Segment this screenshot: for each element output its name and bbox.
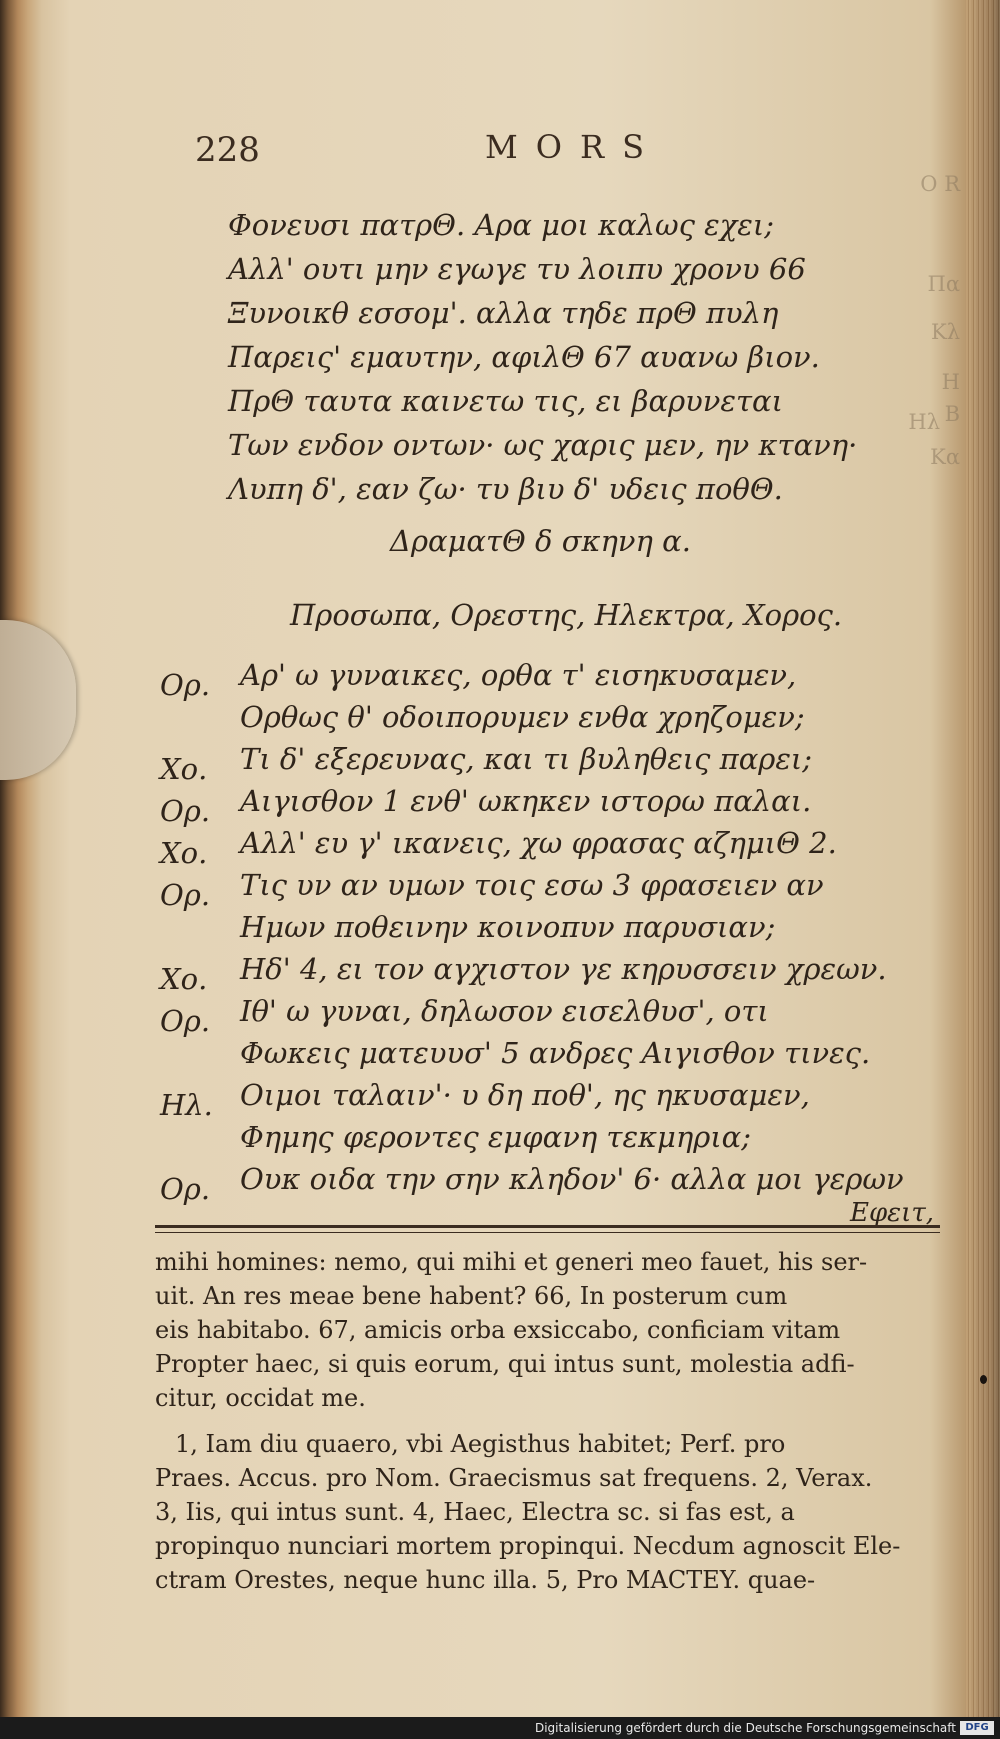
footnote-line: 3, Iis, qui intus sunt. 4, Haec, Electra sc. si fas est, a [155,1498,795,1526]
speaker-label: Ηλ. [160,1088,213,1122]
dialogue-line: Τι δ' εξερευνας, και τι βυληθεις παρει; [240,742,813,776]
bleed-through-text: Κλ [931,320,960,344]
speaker-label: Ορ. [160,794,211,828]
speaker-label: Ορ. [160,1004,211,1038]
dialogue-line: Αρ' ω γυναικες, ορθα τ' εισηκυσαμεν, [240,658,797,692]
verse-line: Των ενδον οντων· ως χαρις μεν, ην κτανη· [228,428,858,462]
page-number: 228 [195,130,260,170]
ink-dot [980,1375,987,1384]
footnote-line: 1, Iam diu quaero, vbi Aegisthus habitet; Perf. pro [175,1430,786,1458]
verse-line: Ξυνοικθ εσσομ'. αλλα τηδε πρΘ πυλη [228,296,779,330]
speaker-label: Ορ. [160,1172,211,1206]
dialogue-line: Ουκ οιδα την σην κληδον' 6· αλλα μοι γερων [240,1162,904,1196]
verse-line: ΠρΘ ταυτα καινετω τις, ει βαρυνεται [228,384,783,418]
speaker-label: Χο. [160,836,208,870]
bleed-through-text: O R [920,172,960,196]
footnote-line: citur, occidat me. [155,1384,366,1412]
footnote-line: eis habitabo. 67, amicis orba exsiccabo, conficiam vitam [155,1316,841,1344]
verse-line: Παρεις' εμαυτην, αφιλΘ 67 αυανω βιον. [228,340,820,374]
bleed-through-text: Ηλ [908,410,940,434]
footnote-rule [155,1232,940,1233]
dramatis-personae: Προσωπα, Ορεστης, Ηλεκτρα, Χορος. [290,598,843,632]
dialogue-line: Αλλ' ευ γ' ικανεις, χω φρασας αζημιΘ 2. [240,826,837,860]
dialogue-line: Τις υν αν υμων τοις εσω 3 φρασειεν αν [240,868,824,902]
speaker-label: Ορ. [160,878,211,912]
bleed-through-text: Β [944,402,960,426]
running-header: MORS [485,128,663,166]
page-edge [966,0,1000,1739]
dialogue-line: Αιγισθον 1 ενθ' ωκηκεν ιστορω παλαι. [240,784,812,818]
dialogue-line: Φημης φεροντες εμφανη τεκμηρια; [240,1120,752,1154]
verse-line: Λυπη δ', εαν ζω· τυ βιυ δ' υδεις ποθΘ. [228,472,783,506]
dialogue-line: Ορθως θ' οδοιπορυμεν ενθα χρηζομεν; [240,700,805,734]
bleed-through-text: Κα [930,445,960,469]
bookmark-tab [0,620,76,780]
dialogue-line: Ηδ' 4, ει τον αγχιστον γε κηρυσσειν χρεων. [240,952,887,986]
speaker-label: Χο. [160,962,208,996]
dfg-logo: DFG [960,1721,994,1735]
footnote-rule [155,1225,940,1228]
footer-text: Digitalisierung gefördert durch die Deutsche Forschungsgemeinschaft [534,1721,956,1735]
catchword: Εφειτ, [850,1198,934,1228]
dialogue-line: Ιθ' ω γυναι, δηλωσον εισελθυσ', οτι [240,994,769,1028]
bleed-through-text: Η [941,370,960,394]
speaker-label: Ορ. [160,668,211,702]
bleed-through-text: Πα [927,272,960,296]
dialogue-line: Φωκεις ματευυσ' 5 ανδρες Αιγισθον τινες. [240,1036,871,1070]
act-heading: ΔραματΘ δ σκηνη α. [390,524,691,558]
verse-line: Αλλ' ουτι μην εγωγε τυ λοιπυ χρονυ 66 [228,252,806,286]
footnote-line: Praes. Accus. pro Nom. Graecismus sat frequens. 2, Verax. [155,1464,873,1492]
footnote-line: Propter haec, si quis eorum, qui intus sunt, molestia adfi- [155,1350,855,1378]
speaker-label: Χο. [160,752,208,786]
footnote-line: ctram Orestes, neque hunc illa. 5, Pro MACTEY. quae- [155,1566,816,1594]
dialogue-line: Ημων ποθεινην κοινοπυν παρυσιαν; [240,910,776,944]
dialogue-line: Οιμοι ταλαιν'· υ δη ποθ', ης ηκυσαμεν, [240,1078,810,1112]
footnote-line: mihi homines: nemo, qui mihi et generi meo fauet, his ser- [155,1248,868,1276]
footnote-line: uit. An res meae bene habent? 66, In posterum cum [155,1282,788,1310]
footnote-line: propinquo nunciari mortem propinqui. Necdum agnoscit Ele- [155,1532,901,1560]
digitization-footer [0,1717,1000,1739]
verse-line: Φονευσι πατρΘ. Αρα μοι καλως εχει; [228,208,775,242]
